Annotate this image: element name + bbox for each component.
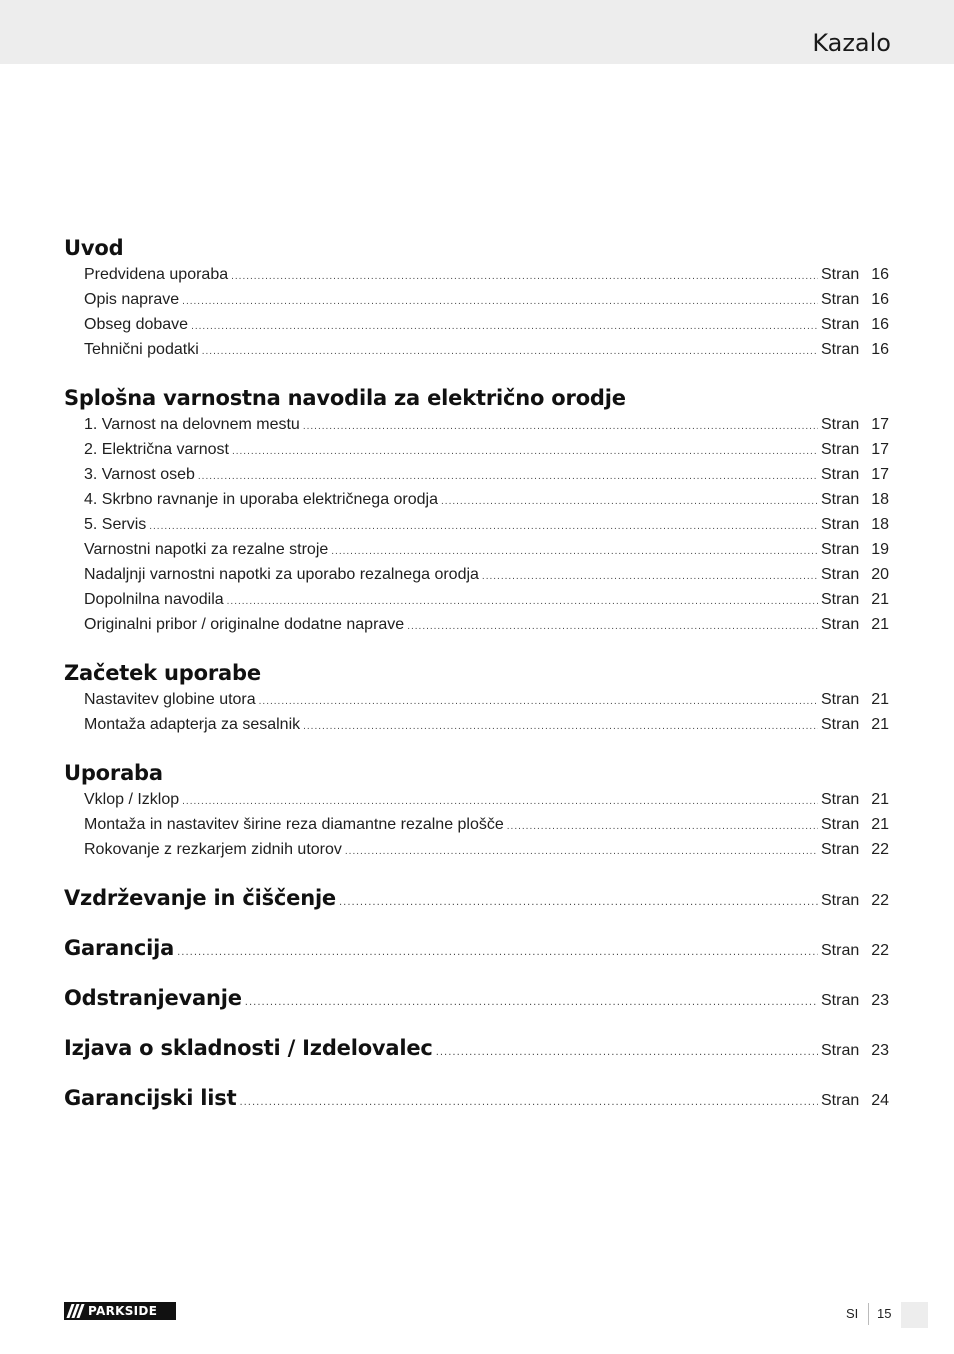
toc-entry[interactable] xyxy=(64,437,889,462)
toc-section xyxy=(64,659,889,737)
language-code: SI xyxy=(846,1306,859,1321)
toc-entry[interactable] xyxy=(64,337,889,362)
page-number: 23 xyxy=(871,992,889,1009)
entry-label: Varnostni napotki za rezalne stroje xyxy=(84,541,329,558)
toc-single-section[interactable] xyxy=(64,1034,889,1062)
page-number: 21 xyxy=(871,616,889,633)
toc-entry[interactable] xyxy=(64,512,889,537)
page-word: Stran xyxy=(821,266,860,283)
leader-dots xyxy=(177,947,818,958)
page-word: Stran xyxy=(821,691,860,708)
entry-label: Vklop / Izklop xyxy=(84,791,180,808)
footer-divider xyxy=(868,1303,869,1325)
page-word: Stran xyxy=(821,416,860,433)
page-word: Stran xyxy=(821,616,860,633)
page-word: Stran xyxy=(821,291,860,308)
page-number: 21 xyxy=(871,691,889,708)
section-title: Vzdrževanje in čiščenje xyxy=(64,886,336,910)
leader-dots xyxy=(239,1097,818,1108)
page-number: 20 xyxy=(871,566,889,583)
footer-tab xyxy=(901,1302,928,1328)
toc-entry[interactable] xyxy=(64,412,889,437)
page-number: 17 xyxy=(871,441,889,458)
leader-dots xyxy=(202,339,818,364)
toc-single-section[interactable] xyxy=(64,1084,889,1112)
page-word: Stran xyxy=(821,491,860,508)
page-number: 24 xyxy=(871,1092,889,1109)
leader-dots xyxy=(227,589,818,614)
leader-dots xyxy=(191,314,818,339)
leader-dots xyxy=(507,814,818,839)
page-word: Stran xyxy=(821,942,860,959)
toc-section xyxy=(64,234,889,362)
toc-entry[interactable] xyxy=(64,537,889,562)
toc-entry[interactable] xyxy=(64,837,889,862)
leader-dots xyxy=(182,789,818,814)
page-word: Stran xyxy=(821,1042,860,1059)
page-number: 16 xyxy=(871,291,889,308)
entry-label: Tehnični podatki xyxy=(84,341,199,358)
section-title: Začetek uporabe xyxy=(64,661,261,685)
toc-entry[interactable] xyxy=(64,687,889,712)
section-title: Garancija xyxy=(64,936,175,960)
toc-entry[interactable] xyxy=(64,562,889,587)
page-number: 22 xyxy=(871,892,889,909)
page-word: Stran xyxy=(821,791,860,808)
page-number-footer: 15 xyxy=(877,1306,892,1321)
toc-single-section[interactable] xyxy=(64,984,889,1012)
toc-entry[interactable] xyxy=(64,462,889,487)
page-word: Stran xyxy=(821,341,860,358)
leader-dots xyxy=(441,489,818,514)
leader-dots xyxy=(245,997,818,1008)
entry-label: Dopolnilna navodila xyxy=(84,591,224,608)
page-number: 18 xyxy=(871,516,889,533)
leader-dots xyxy=(339,897,818,908)
page-word: Stran xyxy=(821,316,860,333)
leader-dots xyxy=(231,264,818,289)
leader-dots xyxy=(232,439,818,464)
toc-entry[interactable] xyxy=(64,587,889,612)
toc-entry[interactable] xyxy=(64,487,889,512)
page-number: 21 xyxy=(871,816,889,833)
page-title: Kazalo xyxy=(812,29,891,57)
entry-label: 4. Skrbno ravnanje in uporaba električnega orodja xyxy=(84,491,439,508)
page-number: 17 xyxy=(871,466,889,483)
page-word: Stran xyxy=(821,841,860,858)
toc-entry[interactable] xyxy=(64,287,889,312)
page-number: 16 xyxy=(871,341,889,358)
page-word: Stran xyxy=(821,516,860,533)
page-word: Stran xyxy=(821,591,860,608)
page-word: Stran xyxy=(821,1092,860,1109)
entry-label: 2. Električna varnost xyxy=(84,441,229,458)
page-number: 21 xyxy=(871,716,889,733)
toc-entry[interactable] xyxy=(64,312,889,337)
toc-entry[interactable] xyxy=(64,787,889,812)
entry-label: 1. Varnost na delovnem mestu xyxy=(84,416,300,433)
page-number: 21 xyxy=(871,591,889,608)
logo-stripes-icon xyxy=(64,1302,86,1320)
entry-label: Opis naprave xyxy=(84,291,180,308)
page-word: Stran xyxy=(821,441,860,458)
page-number: 22 xyxy=(871,841,889,858)
leader-dots xyxy=(331,539,818,564)
toc-section xyxy=(64,384,889,637)
leader-dots xyxy=(407,614,818,639)
entry-label: Nadaljnji varnostni napotki za uporabo rezalnega orodja xyxy=(84,566,479,583)
entry-label: 3. Varnost oseb xyxy=(84,466,195,483)
toc-section xyxy=(64,759,889,862)
entry-label: Nastavitev globine utora xyxy=(84,691,256,708)
section-title: Izjava o skladnosti / Izdelovalec xyxy=(64,1036,433,1060)
table-of-contents xyxy=(64,234,889,1134)
entry-label: 5. Servis xyxy=(84,516,147,533)
page-number: 23 xyxy=(871,1042,889,1059)
brand-name: PARKSIDE xyxy=(88,1304,158,1318)
page-number: 16 xyxy=(871,266,889,283)
leader-dots xyxy=(149,514,818,539)
entry-label: Montaža adapterja za sesalnik xyxy=(84,716,301,733)
toc-single-section[interactable] xyxy=(64,884,889,912)
section-title: Splošna varnostna navodila za električno orodje xyxy=(64,386,626,410)
page-number: 16 xyxy=(871,316,889,333)
entry-label: Originalni pribor / originalne dodatne naprave xyxy=(84,616,405,633)
section-title: Uporaba xyxy=(64,761,163,785)
leader-dots xyxy=(303,714,818,739)
page-number: 21 xyxy=(871,791,889,808)
toc-entry[interactable] xyxy=(64,712,889,737)
page-number: 22 xyxy=(871,942,889,959)
entry-label: Rokovanje z rezkarjem zidnih utorov xyxy=(84,841,342,858)
page-word: Stran xyxy=(821,466,860,483)
leader-dots xyxy=(198,464,818,489)
leader-dots xyxy=(482,564,818,589)
toc-single-section[interactable] xyxy=(64,934,889,962)
page-word: Stran xyxy=(821,992,860,1009)
page-number: 17 xyxy=(871,416,889,433)
toc-entry[interactable] xyxy=(64,812,889,837)
header-bar xyxy=(0,0,954,64)
page-word: Stran xyxy=(821,566,860,583)
leader-dots xyxy=(436,1047,818,1058)
page-number: 18 xyxy=(871,491,889,508)
page-word: Stran xyxy=(821,716,860,733)
parkside-logo xyxy=(64,1302,176,1320)
page-word: Stran xyxy=(821,816,860,833)
toc-entry[interactable] xyxy=(64,262,889,287)
page-number: 19 xyxy=(871,541,889,558)
leader-dots xyxy=(345,839,818,864)
entry-label: Obseg dobave xyxy=(84,316,189,333)
page-word: Stran xyxy=(821,892,860,909)
entry-label: Predvidena uporaba xyxy=(84,266,229,283)
section-title: Odstranjevanje xyxy=(64,986,242,1010)
page-word: Stran xyxy=(821,541,860,558)
section-title: Uvod xyxy=(64,236,124,260)
leader-dots xyxy=(303,414,818,439)
leader-dots xyxy=(182,289,818,314)
leader-dots xyxy=(259,689,818,714)
entry-label: Montaža in nastavitev širine reza diamantne rezalne plošče xyxy=(84,816,504,833)
toc-entry[interactable] xyxy=(64,612,889,637)
section-title: Garancijski list xyxy=(64,1086,237,1110)
